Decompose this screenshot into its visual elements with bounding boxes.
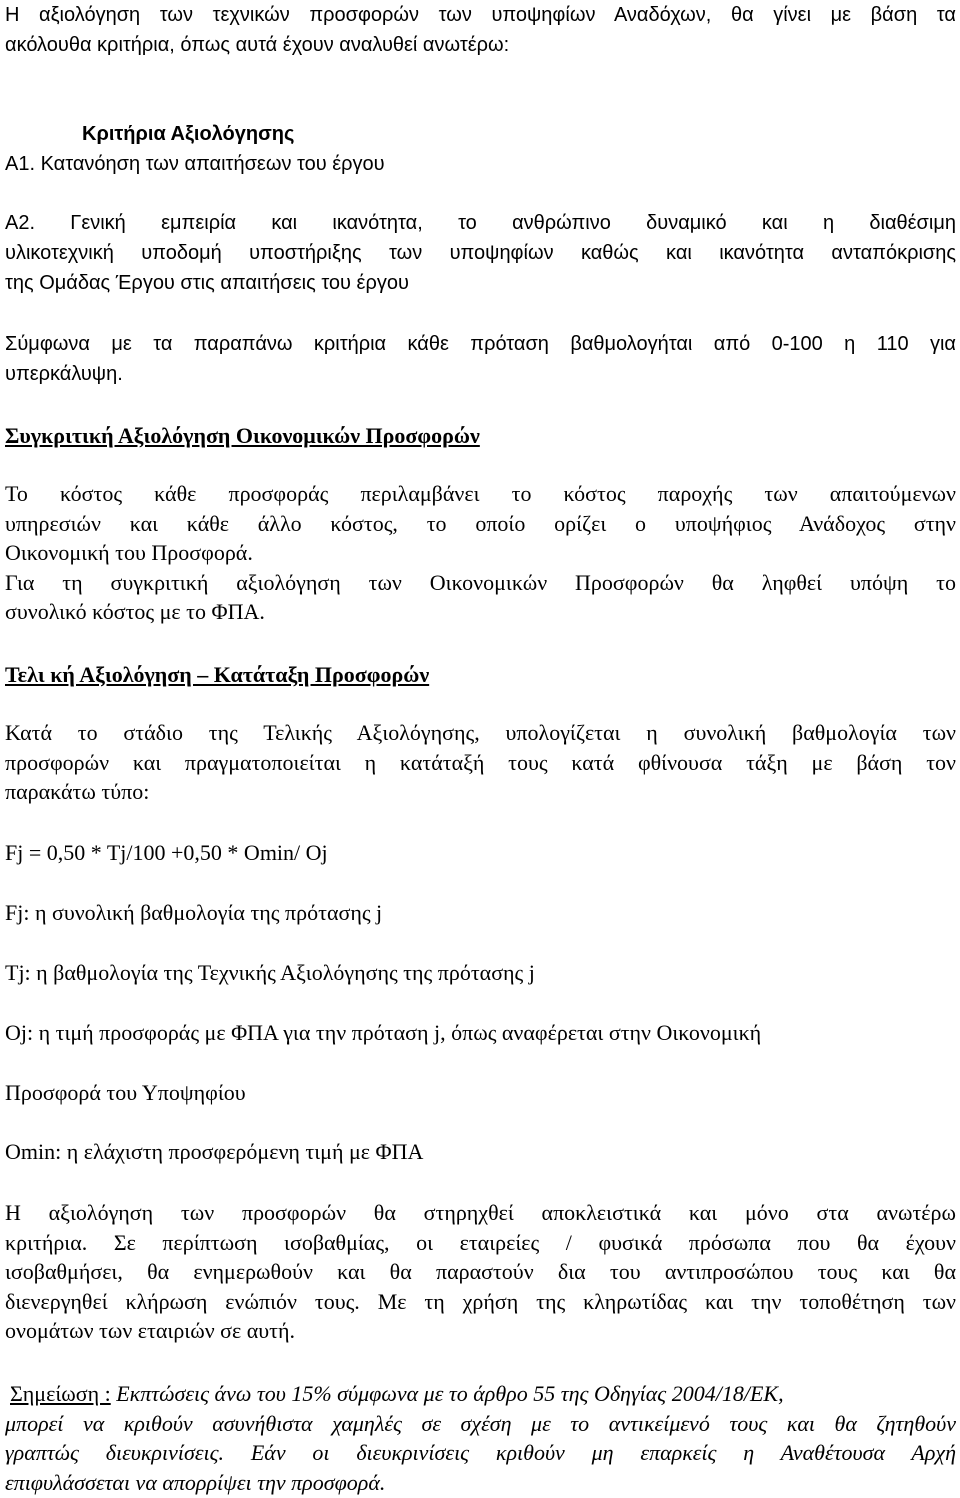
criterion-a1-text: Α1. Κατανόηση των απαιτήσεων του έργου xyxy=(5,153,385,175)
note-paragraph xyxy=(5,1379,956,1497)
criteria-title: Κριτήρια Αξιολόγησης xyxy=(82,123,295,145)
final-heading: Τελι κή Αξιολόγηση – Κατάταξη Προσφορών xyxy=(5,662,430,687)
final-line-2: προσφορών και πραγματοποιείται η κατάταξή τους κατά φθίνουσα τάξη με βάση τον xyxy=(5,749,956,775)
final-paragraph xyxy=(5,718,956,807)
criterion-a1 xyxy=(5,149,956,179)
definition-oj-line-2: Προσφορά του Υποψηφίου xyxy=(5,1080,246,1105)
financial-p1-line-2: υπηρεσιών και κάθε άλλο κόστος, το οποίο ορίζει ο υποψήφιος Ανάδοχος στην xyxy=(5,510,956,536)
note-line-2: μπορεί να κριθούν ασυνήθιστα χαμηλές σε σχέση με το αντικείμενό τους και θα ζητηθούν xyxy=(5,1410,956,1436)
formula: Fj = 0,50 * Tj/100 +0,50 * Omin/ Oj xyxy=(5,840,328,865)
note-label: Σημείωση : xyxy=(10,1381,111,1406)
criterion-a2 xyxy=(5,208,956,298)
definition-tj: Tj: η βαθμολογία της Τεχνικής Αξιολόγησης της πρότασης j xyxy=(5,960,535,985)
closing-line-3: ισοβαθμήσει, θα ενημερωθούν και θα παραστούν δια του αντιπροσώπου τους και θα xyxy=(5,1259,956,1284)
intro-line-1: Η αξιολόγηση των τεχνικών προσφορών των υποψηφίων Αναδόχων, θα γίνει με βάση τα xyxy=(5,4,956,26)
scoring-line-1: Σύμφωνα με τα παραπάνω κριτήρια κάθε πρόταση βαθμολογήται από 0-100 η 110 για xyxy=(5,333,956,355)
note-line-1-text: Εκπτώσεις άνω του 15% σύμφωνα με το άρθρο 55 της Οδηγίας 2004/18/ΕΚ, xyxy=(110,1381,784,1406)
criterion-a2-line-2: υλικοτεχνική υποδομή υποστήριξης των υποψηφίων καθώς και ικανότητα ανταπόκρισης xyxy=(5,242,956,264)
intro-paragraph xyxy=(5,0,956,60)
note-line-1 xyxy=(5,1379,956,1409)
criterion-a2-line-1: Α2. Γενική εμπειρία και ικανότητα, το ανθρώπινο δυναμικό και η διαθέσιμη xyxy=(5,212,956,234)
scoring-paragraph xyxy=(5,329,956,389)
financial-p1-line-1: Το κόστος κάθε προσφοράς περιλαμβάνει το κόστος παροχής των απαιτούμενων xyxy=(5,481,956,506)
final-line-1: Κατά το στάδιο της Τελικής Αξιολόγησης, υπολογίζεται η συνολική βαθμολογία των xyxy=(5,720,956,745)
intro-line-2: ακόλουθα κριτήρια, όπως αυτά έχουν αναλυθεί ανωτέρω: xyxy=(5,34,510,56)
financial-p1-line-3: Οικονομική του Προσφορά. xyxy=(5,540,253,565)
final-line-3: παρακάτω τύπο: xyxy=(5,779,150,804)
definition-oj-line-1: Oj: η τιμή προσφοράς με ΦΠΑ για την πρόταση j, όπως αναφέρεται στην Οικονομική xyxy=(5,1020,762,1045)
definition-omin: Omin: η ελάχιστη προσφερόμενη τιμή με ΦΠΑ xyxy=(5,1139,424,1164)
financial-heading: Συγκριτική Αξιολόγηση Οικονομικών Προσφορών xyxy=(5,423,480,448)
criterion-a2-line-3: της Ομάδας Έργου στις απαιτήσεις του έργου xyxy=(5,272,409,294)
definition-fj: Fj: η συνολική βαθμολογία της πρότασης j xyxy=(5,900,383,925)
note-line-4: επιφυλάσσεται να απορρίψει την προσφορά. xyxy=(5,1469,386,1495)
note-line-3: γραπτώς διευκρινίσεις. Εάν οι διευκρινίσεις κριθούν μη επαρκείς η Αναθέτουσα Αρχή xyxy=(5,1440,956,1465)
closing-line-2: κριτήρια. Σε περίπτωση ισοβαθμίας, οι εταιρείες / φυσικά πρόσωπα που θα έχουν xyxy=(5,1229,956,1255)
financial-p2-line-2: συνολικό κόστος με το ΦΠΑ. xyxy=(5,599,265,624)
closing-line-4: διενεργηθεί κλήρωση ενώπιόν τους. Με τη χρήση της κληρωτίδας και την τοποθέτηση των xyxy=(5,1288,956,1314)
closing-line-5: ονομάτων των εταιριών σε αυτή. xyxy=(5,1318,296,1343)
closing-line-1: Η αξιολόγηση των προσφορών θα στηρηχθεί αποκλειστικά και μόνο στα ανωτέρω xyxy=(5,1200,956,1225)
closing-paragraph xyxy=(5,1198,956,1346)
scoring-line-2: υπερκάλυψη. xyxy=(5,363,123,385)
financial-paragraph xyxy=(5,479,956,627)
financial-p2-line-1: Για τη συγκριτική αξιολόγηση των Οικονομικών Προσφορών θα ληφθεί υπόψη το xyxy=(5,569,956,595)
